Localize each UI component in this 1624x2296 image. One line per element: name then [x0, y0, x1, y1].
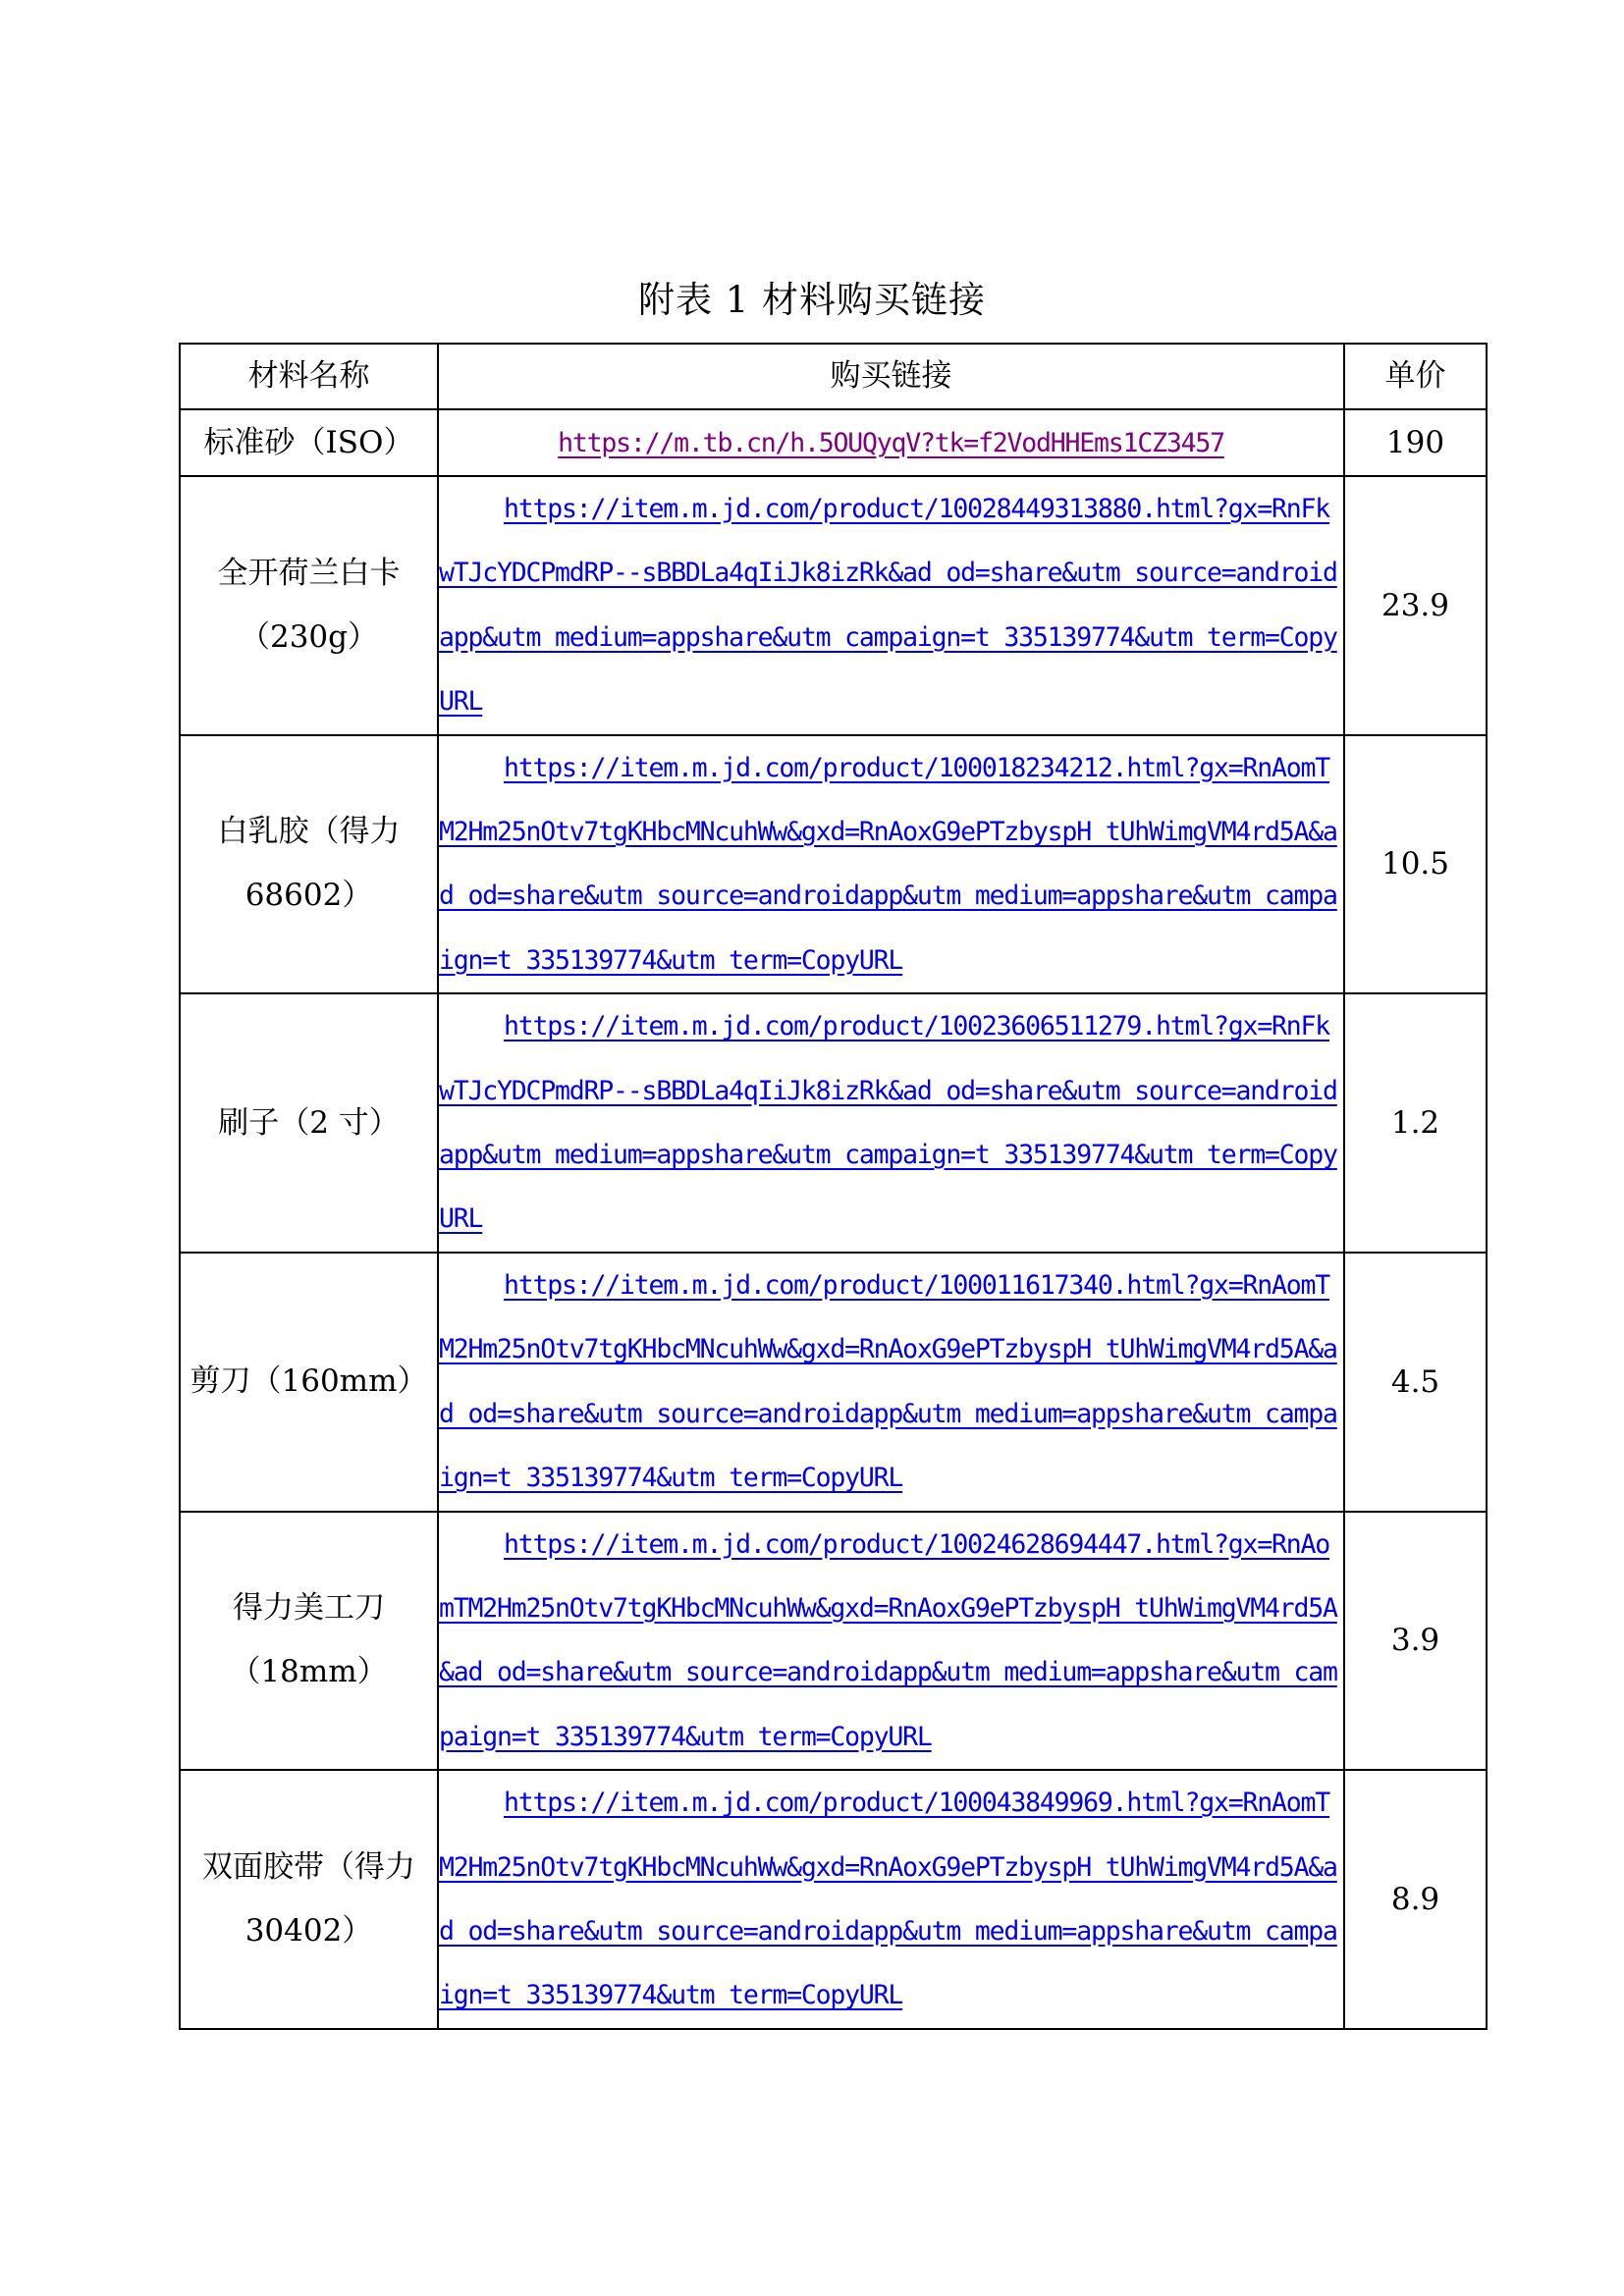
price-cell: 10.5 [1344, 735, 1487, 994]
purchase-link[interactable]: https://m.tb.cn/h.5OUQyqV?tk=f2VodHHEms1CZ3457 [558, 428, 1224, 458]
material-name: 白乳胶（得力 [217, 814, 401, 850]
material-spec: （230g） [239, 618, 378, 655]
material-name-cell [180, 735, 438, 994]
material-name: 双面胶带（得力 [202, 1848, 415, 1885]
material-spec: 68602） [244, 878, 373, 914]
material-spec: 30402） [244, 1912, 373, 1949]
purchase-link[interactable]: https://item.m.jd.com/product/100043849969.html?gx=RnAomTM2Hm25nOtv7tgKHbcMNcuhWw&gxd=RnAoxG9ePTzbyspH_tUhWimgVM4rd5A&ad_od=share&utm_source=androidapp&utm_medium=appshare&utm_campaign=t_335139774&utm_term=CopyURL [439, 1788, 1337, 2011]
purchase-link-cell [438, 993, 1344, 1253]
material-name-cell [180, 1770, 438, 2029]
purchase-link[interactable]: https://item.m.jd.com/product/10024628694447.html?gx=RnAomTM2Hm25nOtv7tgKHbcMNcuhWw&gxd=RnAoxG9ePTzbyspH_tUhWimgVM4rd5A&ad_od=share&utm_source=androidapp&utm_medium=appshare&utm_campaign=t_335139774&utm_term=CopyURL [439, 1528, 1337, 1752]
page-title: 附表 1 材料购买链接 [637, 279, 987, 321]
purchase-link-cell [438, 1512, 1344, 1771]
price-cell: 23.9 [1344, 476, 1487, 735]
purchase-link-cell [438, 735, 1344, 994]
header-name: 材料名称 [180, 344, 438, 409]
material-name-cell [180, 993, 438, 1253]
material-name-cell [180, 476, 438, 735]
table-header-row [180, 344, 1487, 409]
table-row [180, 476, 1487, 735]
table-row [180, 409, 1487, 476]
purchase-link[interactable]: https://item.m.jd.com/product/10028449313880.html?gx=RnFkwTJcYDCPmdRP--sBBDLa4qIiJk8izRk&ad_od=share&utm_source=androidapp&utm_medium=appshare&utm_campaign=t_335139774&utm_term=CopyURL [439, 494, 1337, 718]
purchase-link-cell [438, 1253, 1344, 1512]
header-price: 单价 [1344, 344, 1487, 409]
purchase-link[interactable]: https://item.m.jd.com/product/10023606511279.html?gx=RnFkwTJcYDCPmdRP--sBBDLa4qIiJk8izRk&ad_od=share&utm_source=androidapp&utm_medium=appshare&utm_campaign=t_335139774&utm_term=CopyURL [439, 1011, 1337, 1235]
material-spec: （18mm） [230, 1654, 388, 1690]
price-cell: 1.2 [1344, 993, 1487, 1253]
price-cell: 190 [1344, 409, 1487, 476]
material-name-cell [180, 1253, 438, 1512]
table-row [180, 1770, 1487, 2029]
material-name: 全开荷兰白卡 [217, 555, 401, 591]
material-name: 标准砂（ISO） [203, 424, 414, 460]
header-link: 购买链接 [438, 344, 1344, 409]
material-name: 刷子（2 寸） [218, 1104, 400, 1141]
materials-table [179, 343, 1488, 2030]
table-row [180, 735, 1487, 994]
purchase-link-cell [438, 409, 1344, 476]
purchase-link[interactable]: https://item.m.jd.com/product/100011617340.html?gx=RnAomTM2Hm25nOtv7tgKHbcMNcuhWw&gxd=RnAoxG9ePTzbyspH_tUhWimgVM4rd5A&ad_od=share&utm_source=androidapp&utm_medium=appshare&utm_campaign=t_335139774&utm_term=CopyURL [439, 1269, 1337, 1494]
price-cell: 8.9 [1344, 1770, 1487, 2029]
material-name-cell [180, 1512, 438, 1771]
price-cell: 3.9 [1344, 1512, 1487, 1771]
purchase-link[interactable]: https://item.m.jd.com/product/100018234212.html?gx=RnAomTM2Hm25nOtv7tgKHbcMNcuhWw&gxd=RnAoxG9ePTzbyspH_tUhWimgVM4rd5A&ad_od=share&utm_source=androidapp&utm_medium=appshare&utm_campaign=t_335139774&utm_term=CopyURL [439, 752, 1337, 976]
purchase-link-cell [438, 476, 1344, 735]
table-row [180, 1512, 1487, 1771]
table-row [180, 993, 1487, 1253]
material-name: 剪刀（160mm） [189, 1363, 428, 1400]
purchase-link-cell [438, 1770, 1344, 2029]
material-name: 得力美工刀 [233, 1590, 385, 1627]
table-row [180, 1253, 1487, 1512]
material-name-cell [180, 409, 438, 476]
price-cell: 4.5 [1344, 1253, 1487, 1512]
